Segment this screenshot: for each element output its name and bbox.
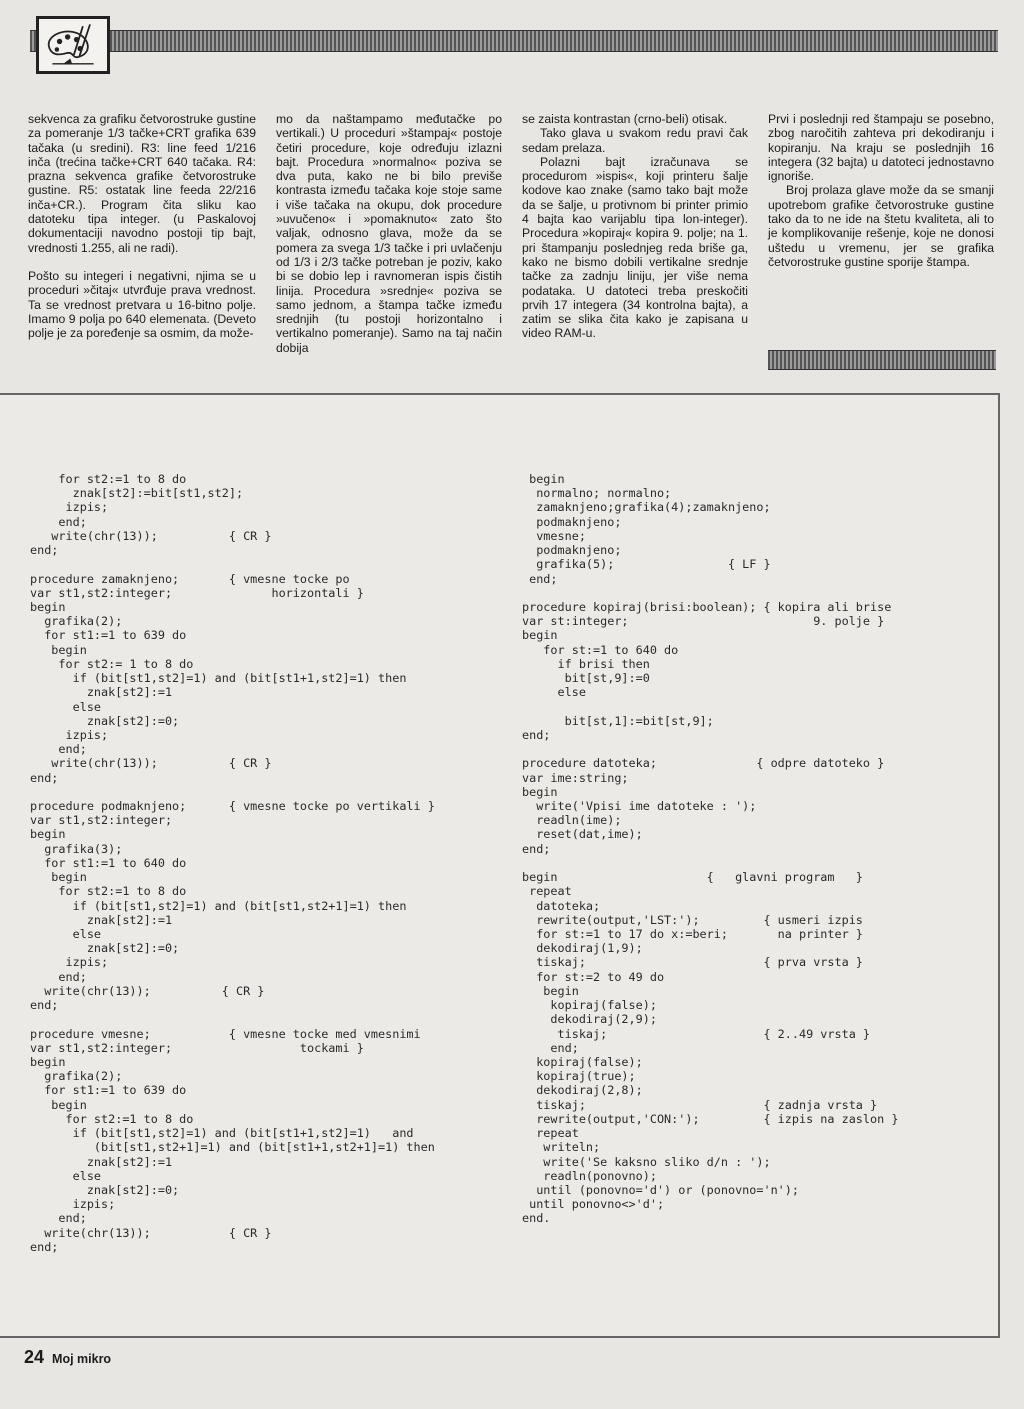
logo-drawing: [39, 19, 107, 71]
magazine-name: Moj mikro: [52, 1352, 112, 1366]
palette-brush-icon: [36, 16, 110, 74]
paragraph: mo da naštampamo međutačke po vertikali.) U proceduri »štampaj« postoje četiri procedure, koje određuju izlazni bajt. Procedura »normalno« poziva se dva puta, kako ne bi bilo previše kontrasta između tačaka koje stoje same i više tačaka na okupu, dok procedure »uvučeno« i »pomaknuto« zato što valjak, odnosno glava, može da se pomera za svega 1/3 tačke i pri uvlačenju od 1/3 i 2/3 tačke potreban je poziv, kako bi se dobio lep i ravnomeran ispis čistih linija. Procedura »srednje« poziva se samo jednom, a štampa tačke između srednjih (tu postoji horizontalno i vertikalno pomeranje). Samo na taj način dobija: [276, 112, 502, 355]
article-column-1: [28, 112, 256, 340]
article-column-4: [768, 112, 994, 269]
article-column-3: [522, 112, 748, 341]
paragraph: Tako glava u svakom redu pravi čak sedam prelaza.: [522, 126, 748, 155]
paragraph: Polazni bajt izračunava se procedurom »ispis«, koji printeru šalje kodove kao znake (samo tako bajt može da se šalje, u protivnom bi printer primio 4 bajta kao varijablu tipa lon-integer). Procedura »kopiraj« kopira 9. polje; na 1. pri štampanju poslednjeg reda briše ga, kako ne bismo dobili vertikalne srednje tačke za zadnju liniju, jer više nema podataka. U datoteci treba preskočiti prvih 17 integera (34 kontrolna bajta), a zatim se slika čita kako je zapisana u video RAM-u.: [522, 154, 748, 341]
header-band-left: [30, 30, 36, 52]
code-listing-left: for st2:=1 to 8 do znak[st2]:=bit[st1,st2]; izpis; end; write(chr(13)); { CR } end; procedure zamaknjeno; { vmesne tocke po var st1,st2:integer; horizontali } begin grafika(2); for st1:=1 to 639 do begin for st2:= 1 to 8 do if (bit[st1,st2]=1) and (bit[st1+1,st2]=1) then znak[st2]:=1 else znak[st2]:=0; izpis; end; write(chr(13)); { CR } end; procedure podmaknjeno; { vmesne tocke po vertikali } var st1,st2:integer; begin grafika(3); for st1:=1 to 640 do begin for st2:=1 to 8 do if (bit[st1,st2]=1) and (bit[st1,st2+1]=1) then znak[st2]:=1 else znak[st2]:=0; izpis; end; write(chr(13)); { CR } end; procedure vmesne; { vmesne tocke med vmesnimi var st1,st2:integer; tockami } begin grafika(2); for st1:=1 to 639 do begin for st2:=1 to 8 do if (bit[st1,st2]=1) and (bit[st1+1,st2]=1) and (bit[st1,st2+1]=1) and (bit[st1+1,st2+1]=1) then znak[st2]:=1 else znak[st2]:=0; izpis; end; write(chr(13)); { CR } end;: [30, 472, 435, 1254]
paragraph: sekvenca za grafiku četvorostruke gustine za pomeranje 1/3 tačke+CRT grafika 639 tačaka (u sredini). R3: line feed 1/216 inča (trećina tačke+CRT 640 tačaka. R4: prazna sekvenca grafike četvorostruke gustine. R5: ostatak line feeda 22/216 inča+CR.). Program čita sliku kao datoteku tipa integer. (u Paskalovoj dokumentaciji navodno postoji tip bajt, vrednosti 1.255, ali ne radi).: [28, 112, 256, 255]
paragraph: Pošto su integeri i negativni, njima se u proceduri »čitaj« utvrđuje prava vrednost. Ta se vrednost pretvara u 16-bitno polje. Imamo 9 polja po 640 elemenata. (Deveto polje je za poređenje sa osmim, da može-: [28, 268, 256, 341]
article-column-2: [276, 112, 502, 355]
paragraph: Prvi i poslednji red štampaju se posebno, zbog naročitih zahteva pri dekodiranju i kopiranju. Na kraju se poslednjih 16 integera (32 bajta) u datoteci jednostavno ignoriše.: [768, 112, 994, 184]
page-footer: [24, 1347, 111, 1368]
page-number: 24: [24, 1347, 45, 1367]
paragraph: se zaista kontrastan (crno-beli) otisak.: [522, 112, 728, 126]
paragraph: Broj prolaza glave može da se smanji upotrebom grafike četvorostruke gustine tako da to ne ide na štetu kvaliteta, ali to je komplikovanije rešenje, koje ne donosi uštedu u vremenu, jer se grafika četvorostruke gustine sporije štampa.: [768, 183, 994, 269]
header-band: [110, 30, 998, 52]
column-end-band: [768, 350, 996, 370]
code-listing-right: begin normalno; normalno; zamaknjeno;grafika(4);zamaknjeno; podmaknjeno; vmesne; podmaknjeno; grafika(5); { LF } end; procedure kopiraj(brisi:boolean); { kopira ali brise var st:integer; 9. polje } begin for st:=1 to 640 do if brisi then bit[st,9]:=0 else bit[st,1]:=bit[st,9]; end; procedure datoteka; { odpre datoteko } var ime:string; begin write('Vpisi ime datoteke : '); readln(ime); reset(dat,ime); end; begin { glavni program } repeat datoteka; rewrite(output,'LST:'); { usmeri izpis for st:=1 to 17 do x:=beri; na printer } dekodiraj(1,9); tiskaj; { prva vrsta } for st:=2 to 49 do begin kopiraj(false); dekodiraj(2,9); tiskaj; { 2..49 vrsta } end; kopiraj(false); kopiraj(true); dekodiraj(2,8); tiskaj; { zadnja vrsta } rewrite(output,'CON:'); { izpis na zaslon } repeat writeln; write('Se kaksno sliko d/n : '); readln(ponovno); until (ponovno='d') or (ponovno='n'); until ponovno<>'d'; end.: [522, 472, 899, 1226]
